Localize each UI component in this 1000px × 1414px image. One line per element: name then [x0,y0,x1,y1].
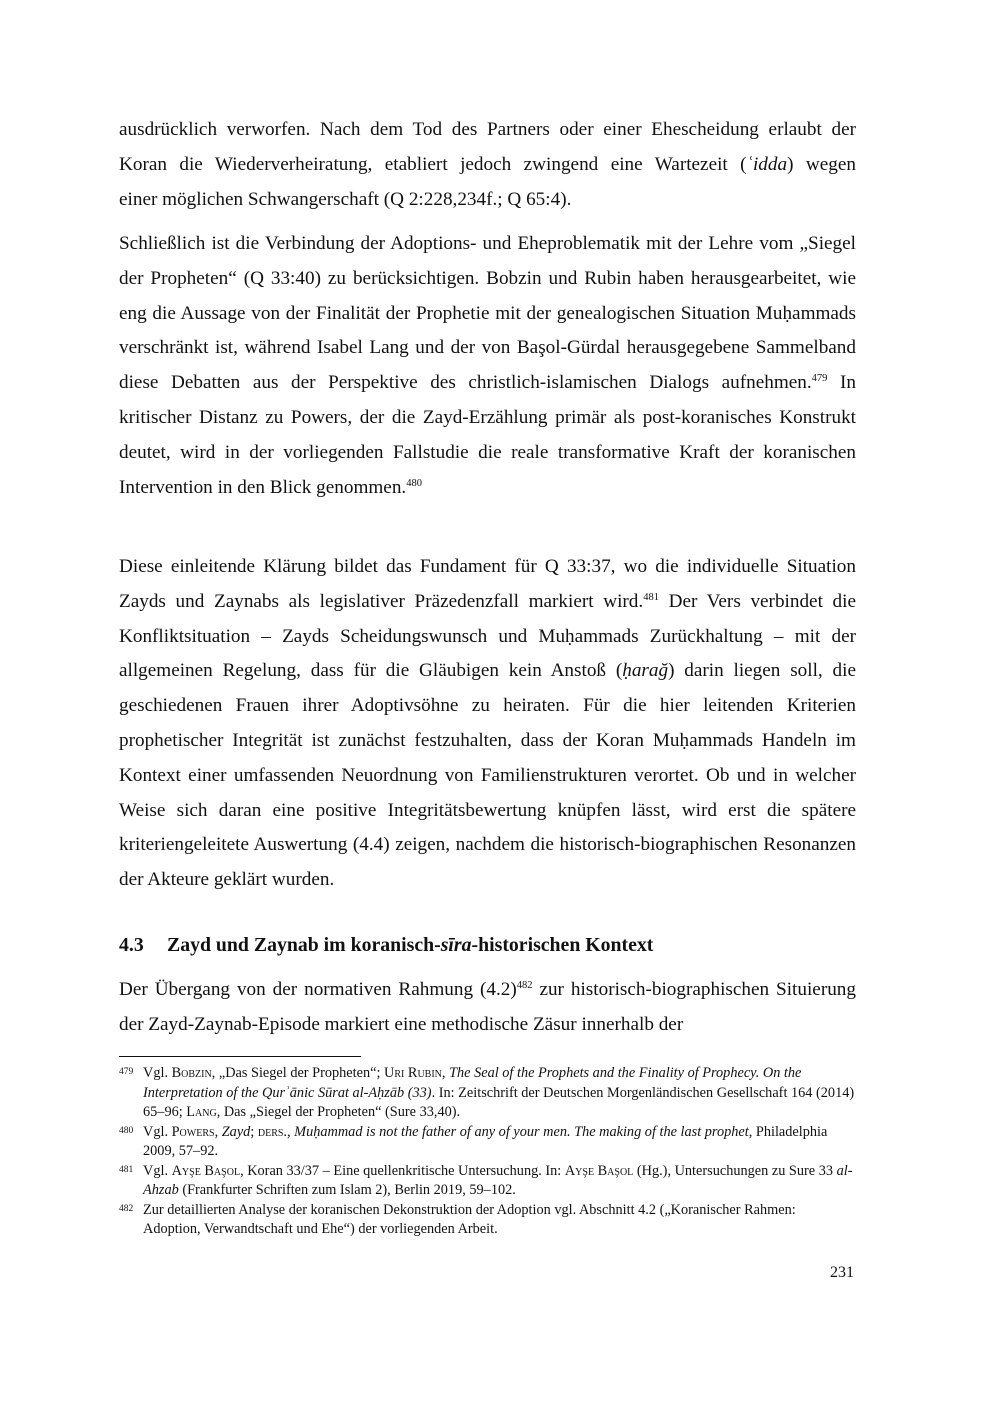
paragraph-1-line-3: einer möglichen Schwangerschaft (Q 2:228,234f.; Q 65:4). [119,188,572,210]
footnote-number: 479 [119,1067,134,1077]
paragraph-4: Der Übergang von der normativen Rahmung (4.2)$^{482}$ zur historisch-biographischen Situierung der Zayd-Zaynab-Episode markiert eine methodische Zäsur innerhalb der [119,979,856,1035]
footnotes [119,1064,856,1240]
paragraph-3: Diese einleitende Klärung bildet das Fundament für Q 33:37, wo die individuelle Situation Zayds und Zaynabs als legislativer Präzedenzfall markiert wird.$^{481}$ Der Vers verbindet die Konfliktsituation – Zayds Scheidungswunsch und Muḥammads Zurückhaltung – mit der allgemeinen Regelung, dass für die Gläubigen kein Anstoß (ḥarağ) darin liegen soll, die geschiedenen Frauen ihrer Adoptivsöhne zu heiraten. Für die hier leitenden Kriterien prophetischer Integrität ist zunächst festzuhalten, dass der Koran Muḥammads Handeln im Kontext einer umfassenden Neuordnung von Familienstrukturen verortet. Ob und in welcher Weise sich daran eine positive Integritätsbewertung knüpfen lässt, wird erst die spätere kriteriengeleitete Auswertung (4.4) zeigen, nachdem die historisch-biographischen Resonanzen der Akteure geklärt wurden. [119,556,857,891]
footnote-separator [119,1056,361,1057]
footnote-481: 481 Vgl. Ayşe Başol, Koran 33/37 – Eine quellenkritische Untersuchung. In: Ayşe Başol (Hg.), Untersuchungen zu Sure 33 al-Ahzab (Frankfurter Schriften zum Islam 2), Berlin 2019, 59–102. [119,1162,853,1198]
paragraph-1-line-2: Koran die Wiederverheiratung, etabliert jedoch zwingend eine Wartezeit (ʿidda) wegen [119,153,856,175]
footnote-ref-482[interactable]: 482 [516,980,533,991]
footnote-480: 480 Vgl. Powers, Zayd; ders., Muḥammad is not the father of any of your men. The making of the last prophet, Philadelphia 2009, 57–92. [119,1123,828,1159]
page-number: 231 [830,1264,854,1281]
paragraph-2: Schließlich ist die Verbindung der Adoptions- und Eheproblematik mit der Lehre vom „Siegel der Propheten“ (Q 33:40) zu berücksichtigen. Bobzin und Rubin haben herausgearbeitet, wie eng die Aussage von der Finalität der Prophetie mit der genealogischen Situation Muḥammads verschränkt ist, während Isabel Lang und der von Başol-Gürdal herausgegebene Sammelband diese Debatten aus der Perspektive des christlich-islamischen Dialogs aufnehmen.$^{479}$ In kritischer Distanz zu Powers, der die Zayd-Erzählung primär als post-koranisches Konstrukt deutet, wird in der vorliegenden Fallstudie die reale transformative Kraft der koranischen Intervention in den Blick genommen.$^{480}$ [119,233,856,498]
term-harag: ḥarağ [622,660,669,682]
footnote-ref-481[interactable]: 481 [643,591,659,603]
footnote-number: 481 [119,1164,134,1175]
term-idda: ʿidda [746,153,788,175]
section-number: 4.3 [119,934,144,956]
footnote-number: 482 [119,1203,134,1214]
footnote-482: 482 Zur detaillierten Analyse der koranischen Dekonstruktion der Adoption vgl. Abschnitt 4.2 („Koranischer Rahmen: Adoption, Verwandtschaft und Ehe“) der vorliegenden Arbeit. [119,1201,796,1237]
paragraph-1 [119,113,856,217]
paragraph-1-line-1: ausdrücklich verworfen. Nach dem Tod des Partners oder einer Ehescheidung erlaubt der [119,119,856,140]
footnote-479: 479 Vgl. Bobzin, „Das Siegel der Propheten“; Uri Rubin, The Seal of the Prophets and the Finality of Prophecy. On the Interpretation of the Qurʾānic Sūrat al-Aḥzāb (33). In: Zeitschrift der Deutschen Morgenländischen Gesellschaft 164 (2014) 65–96; Lang, Das „Siegel der Propheten“ (Sure 33,40). [119,1065,855,1120]
section-title: Zayd und Zaynab im koranisch-sīra-historischen Kontext [167,934,654,956]
section-heading [119,928,653,962]
footnote-ref-479[interactable]: 479 [811,373,828,385]
footnote-ref-480[interactable]: 480 [406,477,422,489]
footnote-number: 480 [119,1125,134,1136]
